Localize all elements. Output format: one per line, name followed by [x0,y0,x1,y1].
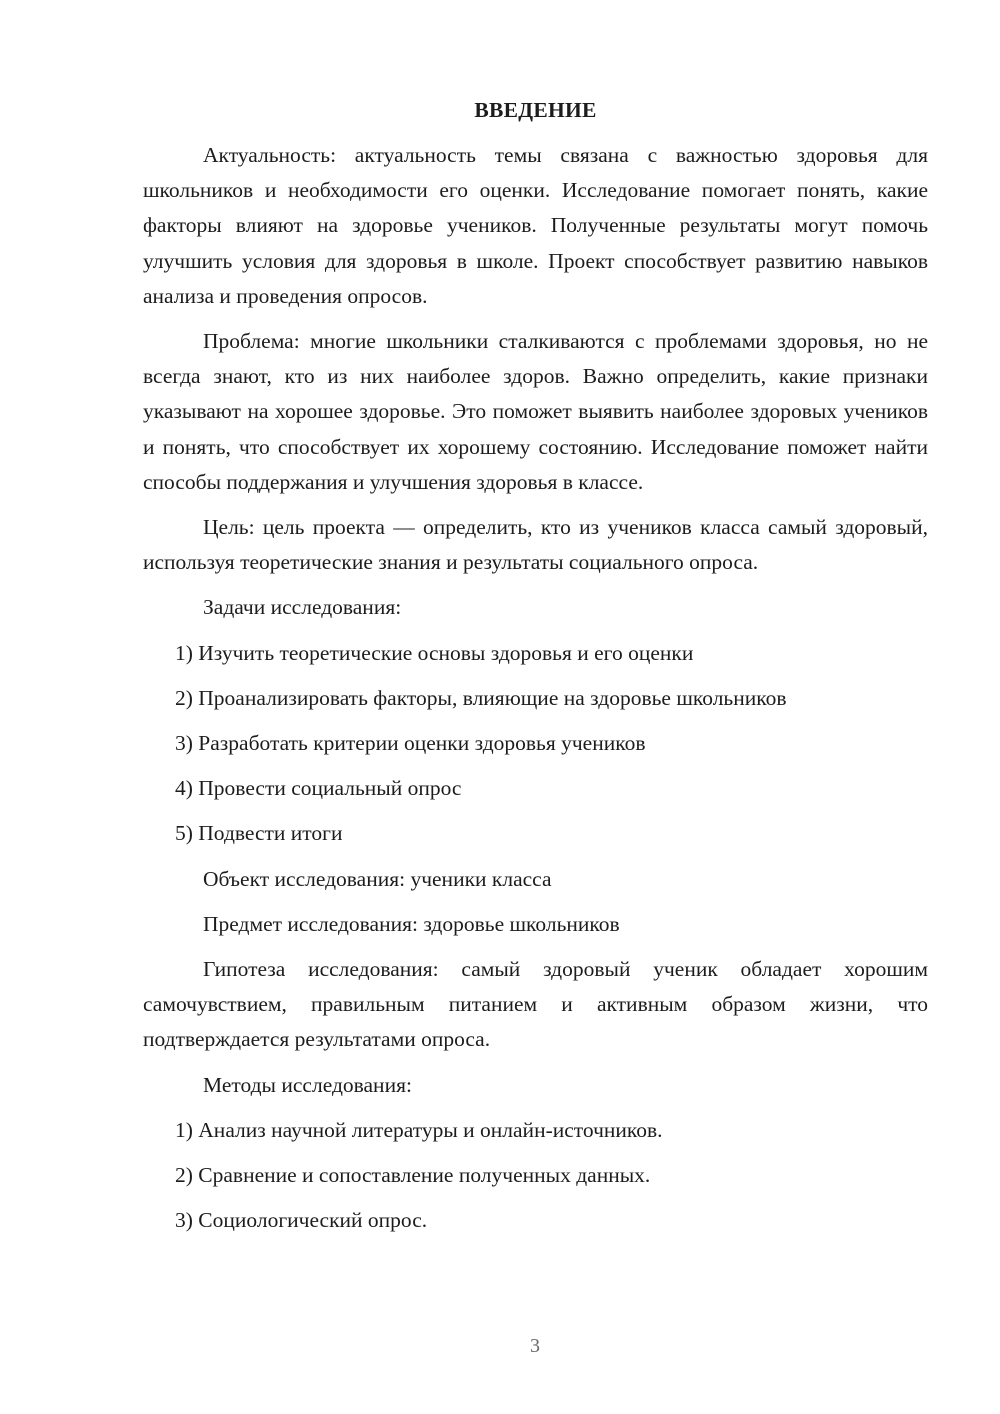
subject-line: Предмет исследования: здоровье школьников [203,911,620,936]
object-line: Объект исследования: ученики класса [203,866,552,891]
methods-heading: Методы исследования: [203,1072,412,1097]
tasks-heading: Задачи исследования: [203,595,402,620]
problem-paragraph: Проблема: многие школьники сталкиваются с проблемами здоровья, но не всегда знают, кто из них наиболее здоров. Важно определить, какие признаки указывают на хорошее здоровье. Это поможет выявить наиболее здоровых учеников и понять, что способствует их хорошему состоянию. Исследование поможет найти способы поддержания и улучшения здоровья в классе. [143,329,928,494]
list-item: 3) Социологический опрос. [175,1208,428,1233]
list-item: 4) Провести социальный опрос [175,776,462,801]
methods-list [143,1113,928,1239]
goal-paragraph: Цель: цель проекта — определить, кто из учеников класса самый здоровый, используя теоретические знания и результаты социального опроса. [143,515,928,575]
relevance-paragraph: Актуальность: актуальность темы связана с важностью здоровья для школьников и необходимости его оценки. Исследование помогает понять, какие факторы влияют на здоровье учеников. Полученные результаты могут помочь улучшить условия для здоровья в школе. Проект способствует развитию навыков анализа и проведения опросов. [143,143,928,308]
hypothesis-paragraph: Гипотеза исследования: самый здоровый ученик обладает хорошим самочувствием, правильным питанием и активным образом жизни, что подтверждается результатами опроса. [143,957,928,1052]
list-item: 2) Сравнение и сопоставление полученных данных. [175,1163,651,1188]
list-item: 1) Изучить теоретические основы здоровья и его оценки [175,640,694,665]
tasks-list [143,636,928,852]
page-title: ВВЕДЕНИЕ [474,98,597,122]
list-item: 3) Разработать критерии оценки здоровья учеников [175,731,646,756]
document-page [143,93,928,1248]
list-item: 2) Проанализировать факторы, влияющие на здоровье школьников [175,685,787,710]
list-item: 5) Подвести итоги [175,821,343,846]
list-item: 1) Анализ научной литературы и онлайн-источников. [175,1117,663,1142]
page-number: 3 [530,1335,540,1357]
